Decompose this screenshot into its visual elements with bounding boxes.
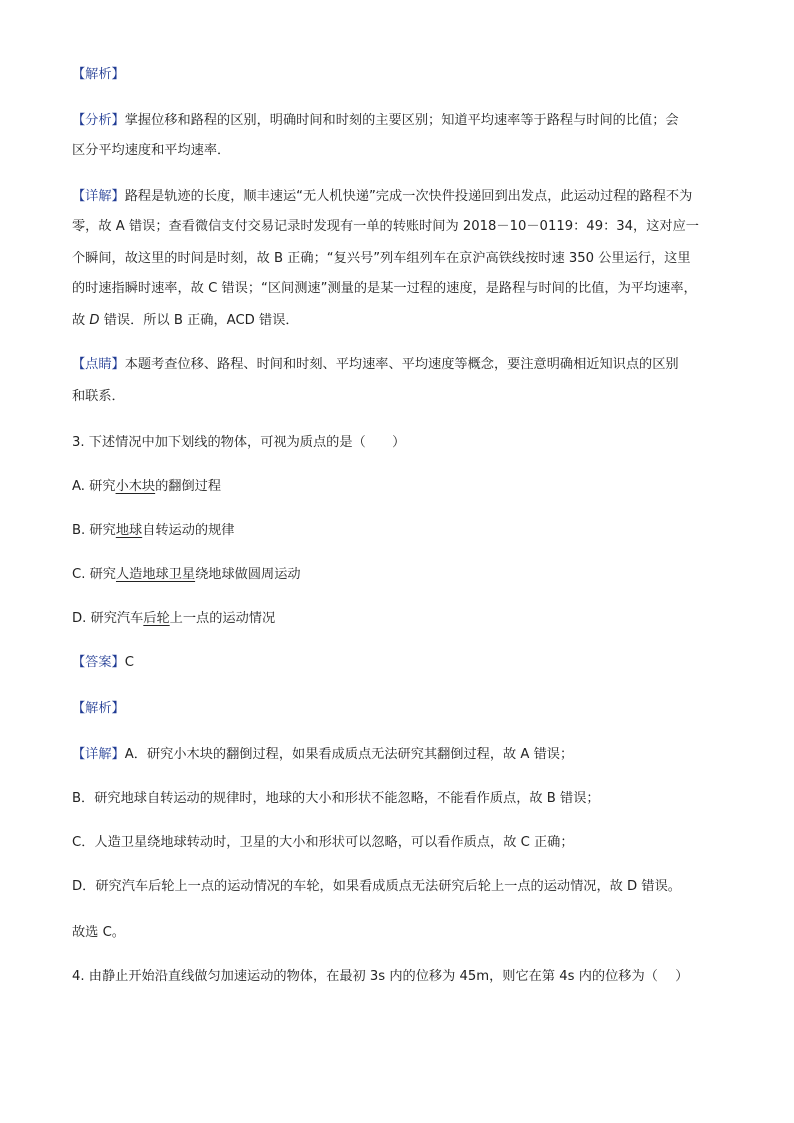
question-3-option-d bbox=[72, 610, 275, 628]
detail-text-5-post: 错误．所以 B 正确，ACD 错误． bbox=[99, 313, 299, 328]
question-3-detail-a bbox=[72, 746, 573, 764]
question-3-answer bbox=[72, 654, 134, 672]
question-3-detail-a-text: A．研究小木块的翻倒过程，如果看成质点无法研究其翻倒过程，故 A 错误； bbox=[124, 747, 574, 762]
detail-paragraph-line-1 bbox=[72, 188, 692, 206]
question-3-option-c bbox=[72, 566, 301, 584]
option-a-pre: A. 研究 bbox=[72, 479, 116, 494]
analysis-heading: 【解析】 bbox=[72, 67, 125, 82]
detail-text-5-d: D bbox=[89, 313, 100, 328]
answer-tag: 【答案】 bbox=[72, 655, 125, 670]
option-d-underlined: 后轮 bbox=[143, 611, 170, 626]
answer-value: C bbox=[124, 655, 134, 670]
question-3-option-a bbox=[72, 478, 221, 496]
analysis-tag: 【分析】 bbox=[72, 113, 125, 128]
question-3-detail-tag: 【详解】 bbox=[72, 747, 125, 762]
detail-text-4: 的时速指瞬时速率，故 C 错误；“区间测速”测量的是某一过程的速度，是路程与时间的比值，为平均速率， bbox=[72, 281, 697, 296]
option-c-post: 绕地球做圆周运动 bbox=[195, 567, 301, 582]
question-3-detail-d: D．研究汽车后轮上一点的运动情况的车轮，如果看成质点无法研究后轮上一点的运动情况，故 D 错误。 bbox=[72, 879, 681, 894]
detail-text-2: 零，故 A 错误；查看微信支付交易记录时发现有一单的转账时间为 2018－10－0119：49：34，这对应一 bbox=[72, 219, 699, 234]
question-3-conclusion: 故选 C。 bbox=[72, 925, 125, 940]
analysis-text-1: 掌握位移和路程的区别，明确时间和时刻的主要区别；知道平均速率等于路程与时间的比值；会 bbox=[124, 113, 679, 128]
question-3-option-b bbox=[72, 522, 235, 540]
comment-paragraph-line-1 bbox=[72, 356, 679, 374]
comment-tag: 【点睛】 bbox=[72, 357, 125, 372]
detail-text-3: 个瞬间，故这里的时间是时刻，故 B 正确；“复兴号”列车组列车在京沪高铁线按时速 350 公里运行，这里 bbox=[72, 251, 691, 266]
option-b-pre: B. 研究 bbox=[72, 523, 116, 538]
option-c-underlined: 人造地球卫星 bbox=[115, 567, 196, 582]
option-a-underlined: 小木块 bbox=[115, 479, 156, 494]
option-b-post: 自转运动的规律 bbox=[142, 523, 235, 538]
detail-text-1: 路程是轨迹的长度，顺丰速运“无人机快递”完成一次快件投递回到出发点，此运动过程的路程不为 bbox=[124, 189, 693, 204]
option-d-post: 上一点的运动情况 bbox=[169, 611, 276, 626]
question-3-detail-b: B．研究地球自转运动的规律时，地球的大小和形状不能忽略，不能看作质点，故 B 错误； bbox=[72, 791, 600, 806]
option-c-pre: C. 研究 bbox=[72, 567, 116, 582]
option-b-underlined: 地球 bbox=[115, 523, 143, 538]
comment-text-1: 本题考查位移、路程、时间和时刻、平均速率、平均速度等概念，要注意明确相近知识点的区别 bbox=[124, 357, 679, 372]
analysis-paragraph-line-1 bbox=[72, 112, 679, 130]
question-3-analysis-heading: 【解析】 bbox=[72, 701, 125, 716]
question-4-stem: 4. 由静止开始沿直线做匀加速运动的物体，在最初 3s 内的位移为 45m，则它在第 4s 内的位移为（ ） bbox=[72, 969, 689, 984]
detail-text-5 bbox=[72, 312, 299, 330]
comment-text-2: 和联系． bbox=[72, 389, 125, 404]
question-3-stem: 3. 下述情况中加下划线的物体，可视为质点的是（ ） bbox=[72, 435, 406, 450]
detail-text-5-pre: 故 bbox=[72, 313, 90, 328]
option-a-post: 的翻倒过程 bbox=[155, 479, 222, 494]
option-d-pre: D. 研究汽车 bbox=[72, 611, 144, 626]
detail-tag: 【详解】 bbox=[72, 189, 125, 204]
analysis-text-2: 区分平均速度和平均速率． bbox=[72, 143, 231, 158]
question-3-detail-c: C．人造卫星绕地球转动时，卫星的大小和形状可以忽略，可以看作质点，故 C 正确； bbox=[72, 835, 574, 850]
